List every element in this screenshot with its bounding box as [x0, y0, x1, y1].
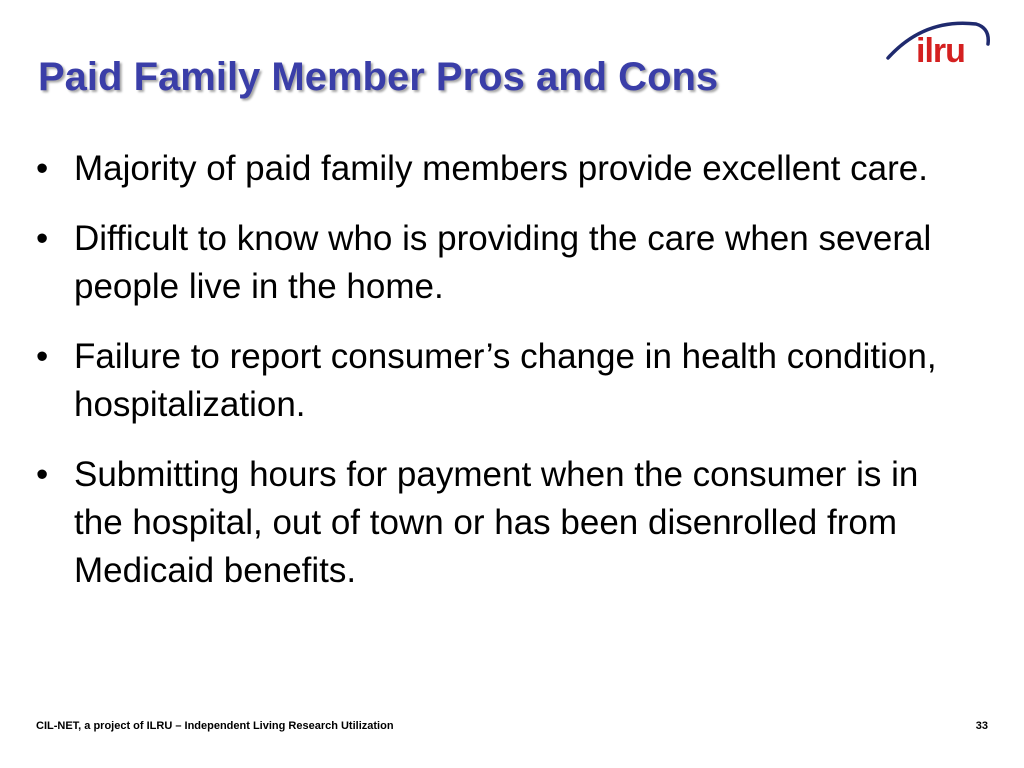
ilru-logo-icon — [884, 14, 994, 76]
page-number: 33 — [975, 720, 988, 732]
bullet-marker: • — [36, 219, 49, 258]
bullet-text: Majority of paid family members provide excellent care. — [74, 149, 928, 188]
footer-credit: CIL-NET, a project of ILRU – Independent Living Research Utilization — [36, 720, 394, 732]
bullet-marker: • — [36, 455, 49, 494]
bullet-marker: • — [36, 149, 49, 188]
bullet-text: Failure to report consumer’s change in health condition, hospitalization. — [74, 337, 937, 424]
bullet-item — [36, 451, 976, 595]
bullet-list — [36, 145, 976, 617]
bullet-marker: • — [36, 337, 49, 376]
logo-text: ilru — [916, 32, 965, 70]
bullet-text: Submitting hours for payment when the consumer is in the hospital, out of town or has been disenrolled from Medicaid benefits. — [74, 455, 919, 590]
bullet-item — [36, 215, 976, 311]
slide-title: Paid Family Member Pros and Cons — [38, 55, 719, 99]
bullet-item — [36, 145, 976, 193]
bullet-text: Difficult to know who is providing the care when several people live in the home. — [74, 219, 932, 306]
bullet-item — [36, 333, 976, 429]
